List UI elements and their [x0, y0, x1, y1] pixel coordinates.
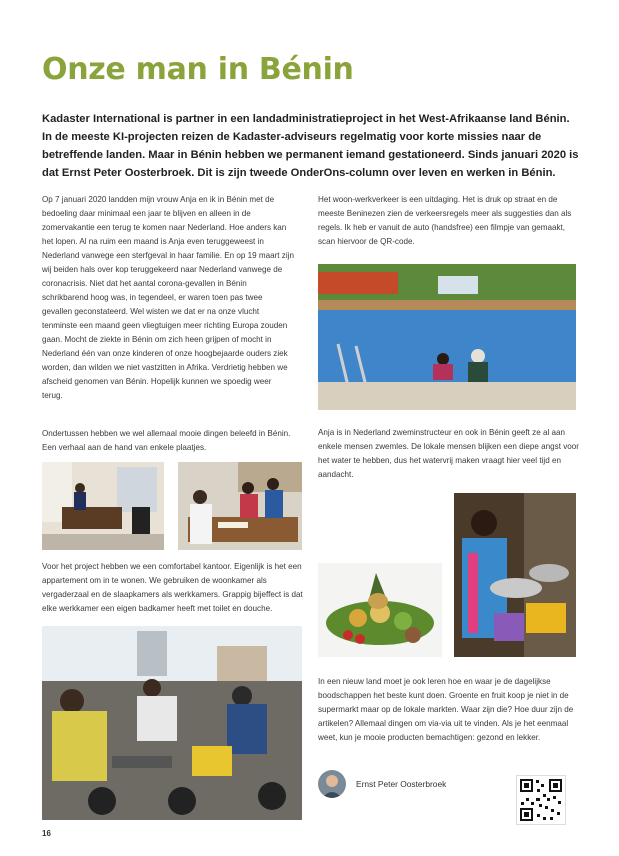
qr-code-icon[interactable]: [516, 775, 566, 825]
office-photo-meeting: [178, 462, 302, 550]
traffic-photo: [42, 626, 302, 820]
office-photo-desk: [42, 462, 164, 550]
paragraph-experiences: Ondertussen hebben we wel allemaal mooie dingen beleefd in Bénin. Een verhaal aan de hand van enkele plaatjes.: [42, 429, 291, 452]
swimming-pool-photo: [318, 264, 576, 410]
paragraph-arrival: Op 7 januari 2020 landden mijn vrouw Anja en ik in Bénin met de bedoeling daar minimaal een jaar te blijven en alleen in de zomervakantie een terug te komen naar Nederland. Hoe anders kan het lopen. Al na ruim een maand is Anja even teruggeweest in Nederland vanwege een sterfgeval in haar familie. En op 19 maart zijn wij beiden hals over kop teruggekeerd naar Nederland vanwege de coronacrisis. Niet dat het aantal corona-gevallen in Bénin schrikbarend hoog was, in tegendeel, er waren toen pas twee gevallen geconstateerd. Wel wisten we dat er na onze vlucht tenminste een maand geen vliegtuigen meer richting Europa zouden gaan. Mocht de ziekte in Bénin om zich heen grijpen of mocht in Nederland één van onze kinderen of onze hoogbejaarde ouders ziek worden, dan wilden we niet vastzitten in Afrika. Verdrietig hebben we afscheid genomen van Bénin. Hopelijk kunnen we spoedig weer terug.: [42, 195, 294, 400]
page-title: Onze man in Bénin: [42, 52, 354, 87]
vegetables-photo: [318, 563, 442, 657]
paragraph-groceries: In een nieuw land moet je ook leren hoe en waar je de dagelijkse boodschappen het beste kunt doen. Groente en fruit koop je niet in de supermarkt maar op de lokale markten. Waar zijn die? Hoe duur zijn de artikelen? Allemaal dingen om via-via uit te vinden. Als je het eenmaal weet, kun je mooie producten bemachtigen: gezond en lekker.: [318, 677, 574, 742]
page-number: 16: [42, 829, 51, 838]
author-avatar: [318, 770, 346, 798]
market-cooking-photo: [454, 493, 576, 657]
paragraph-office: Voor het project hebben we een comfortabel kantoor. Eigenlijk is het een appartement om in te wonen. We gebruiken de woonkamer als vergaderzaal en de slaapkamers als werkkamers. Grappig bijeffect is dat elke werkkamer een eigen badkamer heeft met toilet en douche.: [42, 562, 303, 613]
author-name: Ernst Peter Oosterbroek: [356, 779, 447, 789]
intro-text: Kadaster International is partner in een landadministratieproject in het West-Afrikaanse land Bénin. In de meeste KI-projecten reizen de Kadaster-adviseurs regelmatig voor korte missies naar de betreffende landen. Maar in Bénin hebben we permanent iemand gestationeerd. Sinds januari 2020 is dat Ernst Peter Oosterbroek. Dit is zijn tweede OnderOns-column over leven en werken in Bénin.: [42, 113, 579, 179]
paragraph-swimming: Anja is in Nederland zweminstructeur en ook in Bénin geeft ze al aan enkele mensen zwemles. De lokale mensen blijken een diepe angst voor het water te hebben, dus het watervrij maken vraagt hier veel tijd en aandacht.: [318, 428, 579, 479]
paragraph-traffic: Het woon-werkverkeer is een uitdaging. Het is druk op straat en de meeste Beninezen zien de verkeersregels meer als suggesties dan als regels. Ik heb er vanuit de auto (handsfree) een filmpje van gemaakt, scan hiervoor de QR-code.: [318, 195, 572, 246]
